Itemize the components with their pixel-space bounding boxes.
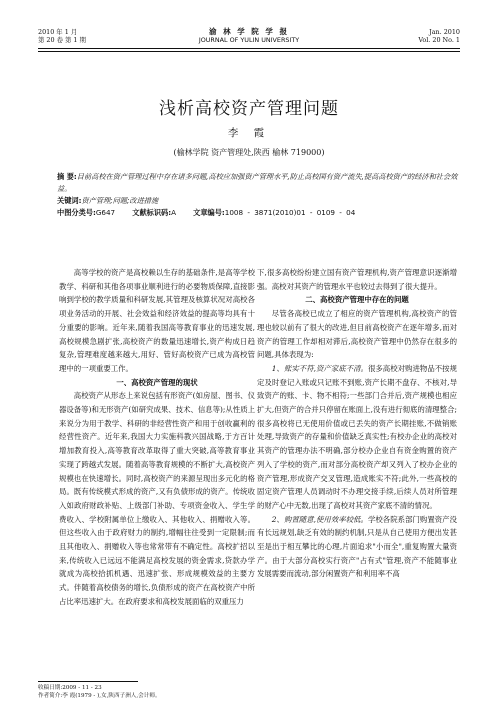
keywords-label: 关键词:	[57, 196, 82, 205]
article-author: 李 霞	[227, 127, 271, 139]
clc-label: 中图分类号:	[57, 208, 96, 217]
received-date: 收稿日期:2009 - 11 - 23	[38, 685, 102, 691]
paragraph: 下,很多高校纷纷建立国有资产管理机构,资产管理意识逐渐增强。高校对其资产的管理水平也较过去得到了很大提升。	[257, 268, 457, 291]
header-volume-en: Vol. 20 No. 1	[418, 36, 460, 44]
footnote	[38, 684, 161, 700]
journal-name-cn: 渝 林 学 院 学 报	[208, 27, 290, 36]
header-issue-info-en	[418, 28, 460, 44]
subsection-text: 学校各院系部门购置资产没有长远规划,缺乏有效的制约机制,只是从自己使用方便出发甚至是出于相互攀比的心理,片面追求"小而全",重复购置大量资产。由于大部分高校实行资产"占有式"管理,资产不能随事业发展需要而流动,部分闲置资产和利用率不高	[257, 514, 457, 579]
header-date-en: Jan. 2010	[429, 28, 460, 36]
footnote-rule	[38, 681, 138, 682]
section-heading: 一、高校资产管理的现状	[116, 377, 198, 387]
keywords-text: 资产管理;问题;改进措施	[81, 196, 159, 205]
paragraph: 高等学校的资产是高校赖以生存的基础条件,是高等学校教学、科研和其他各项事业顺利进行的必要物质保障,直接影响到学校的教学质量和科研发展,其管理及核算状况对高校各项业务活动的开展、社会效益和经济效益的提高等均具有十分重要的影响。近年来,随着我国高等教育事业的迅速发展,高校规模急剧扩张,高校资产的数量迅速增长,资产构成日趋复杂,管理难度越来越大,用好、管好高校资产已成为高校管理中的一项重要工作。	[59, 268, 255, 373]
section-heading: 二、高校资产管理中存在的问题	[305, 295, 409, 305]
subsection-lead: 2、购置随意,使用效率较低。	[271, 514, 368, 524]
journal-name-en: JOURNAL OF YULIN UNIVERSITY	[198, 36, 300, 44]
article-title: 浅析高校资产管理问题	[159, 99, 339, 119]
body-column-left	[59, 266, 255, 609]
running-header	[38, 28, 460, 58]
article-id-value: 1008 - 3871(2010)01 - 0109 - 04	[224, 208, 356, 217]
subsection-paragraph	[257, 362, 457, 513]
author-bio: 作者简介:李 霞(1979 - ),女,陕西子洲人,会计师。	[38, 693, 161, 699]
subsection-paragraph	[257, 513, 457, 582]
doc-code-label: 文献标识码:	[132, 208, 172, 217]
doc-code-value: A	[171, 208, 176, 217]
header-volume-cn: 第 20 卷 第 1 期	[38, 36, 86, 44]
paragraph: 高校资产从形态上来说包括有形资产(如房屋、图书、仪器设备等)和无形资产(如研究成果、技术、信息等);从性质上来说分为用于教学、科研的非经营性资产和用于创收赢利的经营性资产。近年来,我国大力实施科教兴国战略,于方百计增加教育投入,高等教育改革取得了重大突破,高等教育事业实现了跨越式发展。随着高等教育规模的不断扩大,高校资产规模也在快速增长。同时,高校资产的来源呈现出多元化的格局。既有传统模式形成的资产,又有负债形成的资产。传统收入如政府财政补贴、上级部门补助、专项资金收入、学生学费收入、学校附属单位上缴收入、其他收入、捐赠收入等。但这些收入由于政府财力的制约,增幅往往受到一定限制;而且其他收入、捐赠收入等也常常带有不确定性。高校扩招以来,传统收入已远远不能满足高校发展的资金需求,贷款办学就成为高校拾抓机遇、迅速扩张、形成规模效益的主要方式。伴随着高校债务的增长,负债形成的资产在高校资产中所占比率迅速扩大。在政府要求和高校发展面临的双重压力	[59, 391, 255, 606]
subsection-text: 很多高校对购进物品不按规定及时登记入账或只记账不到账,资产长期不盘存、不核对,导致资产的账、卡、物不相符;一些部门合并后,资产规模也相应扩大,但资产的合并只停留在账面上,没有进行彻底的清理整合;很多高校将已无使用价值或已丢失的资产长期挂账,不做销账处理,导致资产的存量和价值缺乏真实性;有校办企业的高校对其资产的管理办法不明确,部分校办企业自有资金购置的资产列入了学校的资产,而对部分高校资产却又列入了校办企业的资产管理,形成资产交叉管理,造成账实不符;此外,一些高校的固定资产管理人员调动时不办理交接手续,后续人员对所管理的财产心中无数,出现了高校对其资产家底不清的情况。	[257, 363, 457, 510]
classification-line	[57, 207, 458, 219]
body-column-right	[257, 266, 457, 581]
article-id-label: 文章编号:	[193, 208, 225, 217]
abstract-label: 摘 要:	[57, 172, 77, 181]
paragraph: 尽管各高校已成立了相应的资产管理机构,高校资产的管理也较以前有了很大的改进,但目前高校资产在逐年增多,而对资产的管理工作却相对滞后,高校资产管理中仍然存在很多的问题,具体表现为:	[257, 309, 457, 360]
header-date-cn: 2010 年 1 月	[38, 28, 78, 36]
keywords	[57, 195, 458, 207]
abstract-block	[57, 171, 458, 219]
clc-value: G647	[95, 208, 116, 217]
journal-name	[38, 28, 460, 44]
header-rule-thick	[38, 48, 460, 49]
abstract-text: 目前高校在资产管理过程中存在诸多问题,高校应加强资产管理水平,防止高校国有资产流失,提高高校资产的经济和社会效益。	[57, 172, 458, 193]
header-rule-thin	[38, 51, 460, 52]
subsection-lead: 1、账实不符,资产家底不清。	[271, 363, 368, 373]
author-affiliation: (榆林学院 资产管理处,陕西 榆林 719000)	[173, 148, 325, 157]
abstract	[57, 171, 458, 195]
